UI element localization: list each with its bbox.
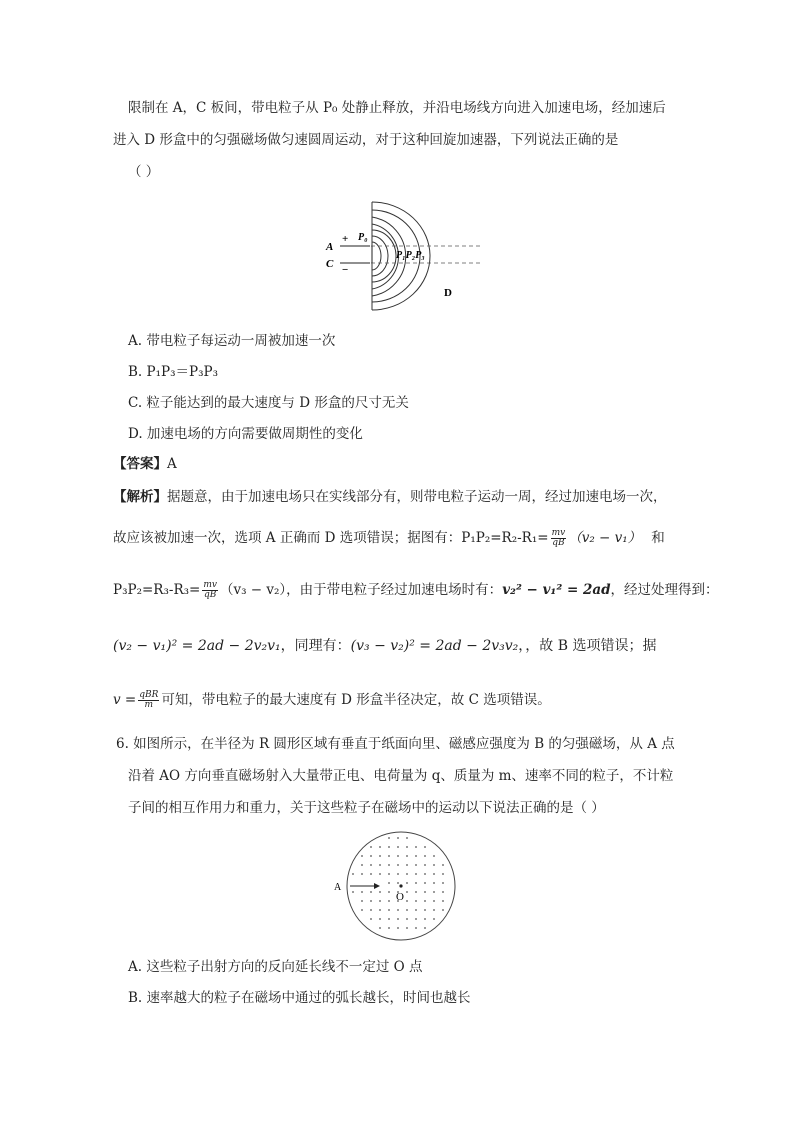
answer-value: A bbox=[167, 456, 177, 472]
field-dot bbox=[415, 900, 417, 902]
field-dot bbox=[379, 873, 381, 875]
field-dot bbox=[379, 918, 381, 920]
field-dot bbox=[442, 891, 444, 893]
field-dot bbox=[397, 873, 399, 875]
field-dot bbox=[379, 891, 381, 893]
field-dot bbox=[397, 927, 399, 929]
field-dot bbox=[433, 882, 435, 884]
field-dot bbox=[388, 891, 390, 893]
field-dot bbox=[424, 891, 426, 893]
field-dot bbox=[388, 846, 390, 848]
field-dot bbox=[388, 918, 390, 920]
label-minus: − bbox=[342, 264, 349, 276]
field-dot bbox=[370, 900, 372, 902]
frac-den: m bbox=[144, 700, 154, 710]
field-dot bbox=[379, 927, 381, 929]
field-dot bbox=[442, 882, 444, 884]
analysis-text-3d: ，经过处理得到： bbox=[610, 582, 719, 598]
frac-den: qB bbox=[203, 590, 217, 600]
field-dot bbox=[352, 873, 354, 875]
field-dot bbox=[388, 864, 390, 866]
analysis-text-4d: ，，故 B 选项错误；据 bbox=[518, 638, 657, 654]
field-dot bbox=[415, 927, 417, 929]
field-dot bbox=[433, 864, 435, 866]
field-dot bbox=[415, 855, 417, 857]
field-dot bbox=[424, 864, 426, 866]
label-P0: P₀ bbox=[358, 232, 368, 243]
label-C: C bbox=[326, 258, 334, 270]
field-dot bbox=[397, 864, 399, 866]
field-dot bbox=[442, 900, 444, 902]
field-dot bbox=[406, 909, 408, 911]
field-dot bbox=[406, 855, 408, 857]
intro-line-1: 限制在 A，C 板间，带电粒子从 P₀ 处静止释放，并沿电场线方向进入加速电场，经加速后 bbox=[128, 100, 666, 116]
field-dot bbox=[388, 900, 390, 902]
field-dot bbox=[442, 909, 444, 911]
field-dot bbox=[406, 918, 408, 920]
field-dot bbox=[397, 882, 399, 884]
analysis-text-2a: 故应该被加速一次，选项 A 正确而 D 选项错误；据图有：P₁P₂=R₂-R₁= bbox=[113, 530, 549, 546]
analysis-math-4c: (v₃ − v₂)² = 2ad − 2v₃v₂ bbox=[350, 638, 519, 654]
field-dot bbox=[388, 909, 390, 911]
field-dot bbox=[406, 882, 408, 884]
field-dot bbox=[397, 837, 399, 839]
fraction-qbr-m bbox=[138, 691, 159, 710]
field-dot bbox=[370, 909, 372, 911]
q6-option-b: B. 速率越大的粒子在磁场中通过的弧长越长，时间也越长 bbox=[128, 990, 471, 1006]
frac-num: mv bbox=[551, 528, 566, 538]
field-dot bbox=[433, 900, 435, 902]
label-P1P2P3: P₁P₂P₃ bbox=[396, 250, 425, 261]
field-dot bbox=[352, 891, 354, 893]
analysis-line-3 bbox=[113, 580, 719, 600]
field-dot bbox=[424, 846, 426, 848]
label-D: D bbox=[444, 287, 452, 299]
analysis-text-3b: （v₃ − v₂），由于带电粒子经过加速电场时有： bbox=[219, 582, 503, 598]
analysis-math-2b: （v₂ − v₁） bbox=[568, 530, 642, 546]
q6-line-2: 沿着 AO 方向垂直磁场射入大量带正电、电荷量为 q、质量为 m、速率不同的粒子，不计粒 bbox=[128, 768, 674, 784]
label-A: A bbox=[326, 241, 334, 253]
field-dot bbox=[397, 918, 399, 920]
field-dot bbox=[361, 891, 363, 893]
answer-tag: 【答案】 bbox=[113, 456, 167, 472]
field-dot bbox=[388, 927, 390, 929]
q5-option-a: A. 带电粒子每运动一周被加速一次 bbox=[128, 333, 336, 349]
field-dot bbox=[442, 864, 444, 866]
field-dot bbox=[397, 846, 399, 848]
field-dot bbox=[379, 909, 381, 911]
field-dot bbox=[424, 909, 426, 911]
field-dot bbox=[379, 855, 381, 857]
fraction-mv-qb bbox=[551, 529, 567, 548]
frac-num: qBR bbox=[139, 690, 159, 700]
field-dot bbox=[415, 873, 417, 875]
analysis-text-1: 据题意，由于加速电场只在实线部分有，则带电粒子运动一周，经过加速电场一次， bbox=[167, 489, 667, 505]
field-dot bbox=[361, 873, 363, 875]
field-dot bbox=[424, 855, 426, 857]
analysis-line-4 bbox=[113, 636, 656, 656]
analysis-text-4b: ，同理有： bbox=[280, 638, 351, 654]
field-dot bbox=[433, 891, 435, 893]
field-dot bbox=[415, 918, 417, 920]
analysis-math-5a: v = bbox=[113, 692, 137, 708]
analysis-line-2 bbox=[113, 528, 665, 548]
answer-line bbox=[113, 454, 177, 474]
analysis-line-1 bbox=[113, 487, 667, 507]
analysis-text-5b: 可知，带电粒子的最大速度有 D 形盒半径决定，故 C 选项错误。 bbox=[161, 692, 551, 708]
q5-option-d: D. 加速电场的方向需要做周期性的变化 bbox=[128, 426, 363, 442]
field-dot bbox=[442, 873, 444, 875]
field-dot bbox=[433, 918, 435, 920]
field-dot bbox=[370, 891, 372, 893]
field-dot bbox=[415, 846, 417, 848]
label-O: O bbox=[396, 891, 404, 903]
field-dot bbox=[424, 882, 426, 884]
frac-den: qB bbox=[552, 538, 565, 548]
question-paren: （ ） bbox=[128, 164, 160, 180]
field-dot bbox=[406, 846, 408, 848]
field-dot bbox=[415, 891, 417, 893]
field-dot bbox=[361, 864, 363, 866]
field-dot bbox=[406, 864, 408, 866]
field-dot bbox=[361, 855, 363, 857]
q5-option-b: B. P₁P₃＝P₃P₃ bbox=[128, 364, 218, 380]
q6-option-a: A. 这些粒子出射方向的反向延长线不一定过 O 点 bbox=[128, 959, 423, 975]
analysis-line-5 bbox=[113, 690, 551, 710]
field-dot bbox=[370, 873, 372, 875]
field-dot bbox=[379, 846, 381, 848]
analysis-math-4a: (v₂ − v₁)² = 2ad − 2v₂v₁ bbox=[113, 638, 281, 654]
field-dot bbox=[406, 837, 408, 839]
frac-num: mv bbox=[203, 580, 217, 590]
field-dot bbox=[379, 900, 381, 902]
cyclotron-figure bbox=[320, 192, 480, 314]
field-dot bbox=[361, 900, 363, 902]
q5-option-c: C. 粒子能达到的最大速度与 D 形盒的尺寸无关 bbox=[128, 395, 409, 411]
field-dot bbox=[406, 927, 408, 929]
field-dot bbox=[406, 900, 408, 902]
field-dot bbox=[388, 837, 390, 839]
field-dot bbox=[415, 882, 417, 884]
field-dot bbox=[388, 855, 390, 857]
label-A: A bbox=[334, 882, 342, 893]
field-dot bbox=[388, 873, 390, 875]
field-dot bbox=[415, 864, 417, 866]
label-plus: + bbox=[342, 233, 349, 245]
analysis-text-3a: P₃P₂=R₃-R₃= bbox=[113, 582, 201, 598]
field-dot bbox=[406, 873, 408, 875]
field-dot bbox=[388, 882, 390, 884]
field-dot bbox=[370, 918, 372, 920]
field-dot bbox=[433, 855, 435, 857]
fraction-mv-qb-2 bbox=[202, 581, 218, 600]
field-dot bbox=[424, 900, 426, 902]
field-dot bbox=[370, 846, 372, 848]
field-dot bbox=[424, 918, 426, 920]
field-dot bbox=[433, 909, 435, 911]
analysis-math-3c: v₂² − v₁² = 2ad bbox=[502, 582, 611, 598]
field-dot bbox=[415, 909, 417, 911]
magnetic-field-figure bbox=[330, 826, 470, 946]
intro-line-2: 进入 D 形盒中的匀强磁场做匀速圆周运动，对于这种回旋加速器，下列说法正确的是 bbox=[113, 132, 619, 148]
analysis-text-2c: 和 bbox=[651, 530, 665, 546]
field-dot bbox=[370, 855, 372, 857]
field-dot bbox=[406, 891, 408, 893]
field-dot bbox=[424, 873, 426, 875]
analysis-tag: 【解析】 bbox=[113, 489, 167, 505]
q6-line-3: 子间的相互作用力和重力，关于这些粒子在磁场中的运动以下说法正确的是（ ） bbox=[128, 800, 605, 816]
field-dot bbox=[370, 864, 372, 866]
field-dot bbox=[379, 864, 381, 866]
field-dot bbox=[397, 909, 399, 911]
field-dot bbox=[397, 855, 399, 857]
field-dot bbox=[424, 927, 426, 929]
q6-line-1: 6. 如图所示，在半径为 R 圆形区域有垂直于纸面向里、磁感应强度为 B 的匀强磁场，从 A 点 bbox=[116, 736, 675, 752]
field-dot bbox=[361, 909, 363, 911]
field-dot bbox=[433, 873, 435, 875]
